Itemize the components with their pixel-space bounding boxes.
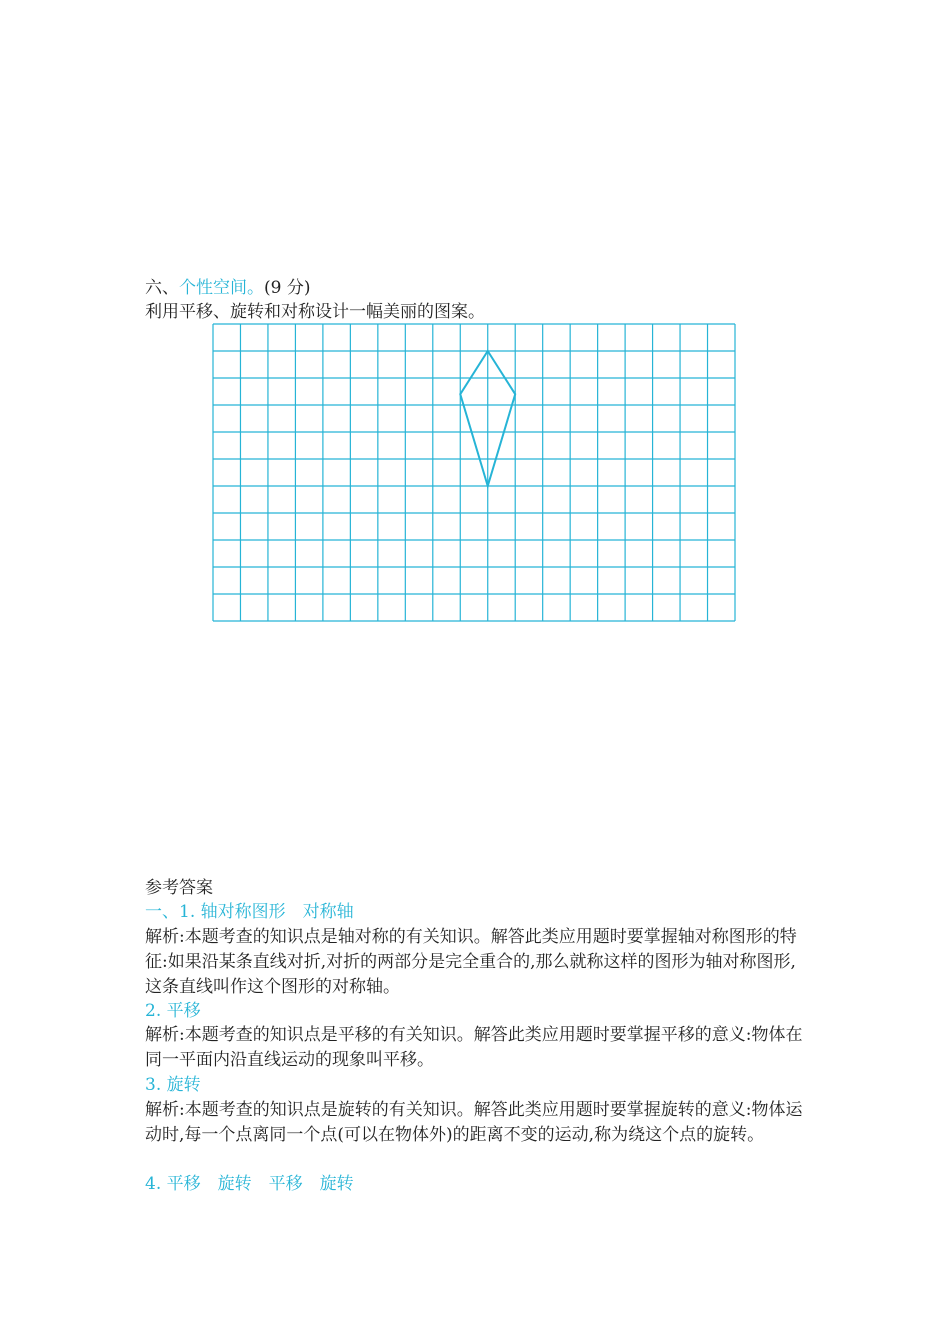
grid-lines xyxy=(213,324,735,621)
analysis-2: 解析:本题考查的知识点是平移的有关知识。解答此类应用题时要掌握平移的意义:物体在同一平面内沿直线运动的现象叫平移。 xyxy=(145,1025,803,1070)
section6-instruction: 利用平移、旋转和对称设计一幅美丽的图案。 xyxy=(145,302,485,322)
answer-2: 2. 平移 xyxy=(145,1001,201,1021)
answer-1: 一、1. 轴对称图形 对称轴 xyxy=(145,902,354,922)
section6-title: 个性空间。 xyxy=(179,278,264,298)
answer-3: 3. 旋转 xyxy=(145,1075,201,1095)
drawing-grid xyxy=(212,323,736,622)
section6-header xyxy=(145,276,310,301)
answers-heading: 参考答案 xyxy=(145,878,213,898)
analysis-1: 解析:本题考查的知识点是轴对称的有关知识。解答此类应用题时要掌握轴对称图形的特征:如果沿某条直线对折,对折的两部分是完全重合的,那么就称这样的图形为轴对称图形,这条直线叫作这个图形的对称轴。 xyxy=(145,927,797,997)
section6-score: (9 分) xyxy=(264,278,311,298)
analysis-3: 解析:本题考查的知识点是旋转的有关知识。解答此类应用题时要掌握旋转的意义:物体运动时,每一个点离同一个点(可以在物体外)的距离不变的运动,称为绕这个点的旋转。 xyxy=(145,1100,803,1145)
section6-number: 六、 xyxy=(145,278,179,298)
answer-4: 4. 平移 旋转 平移 旋转 xyxy=(145,1174,354,1194)
